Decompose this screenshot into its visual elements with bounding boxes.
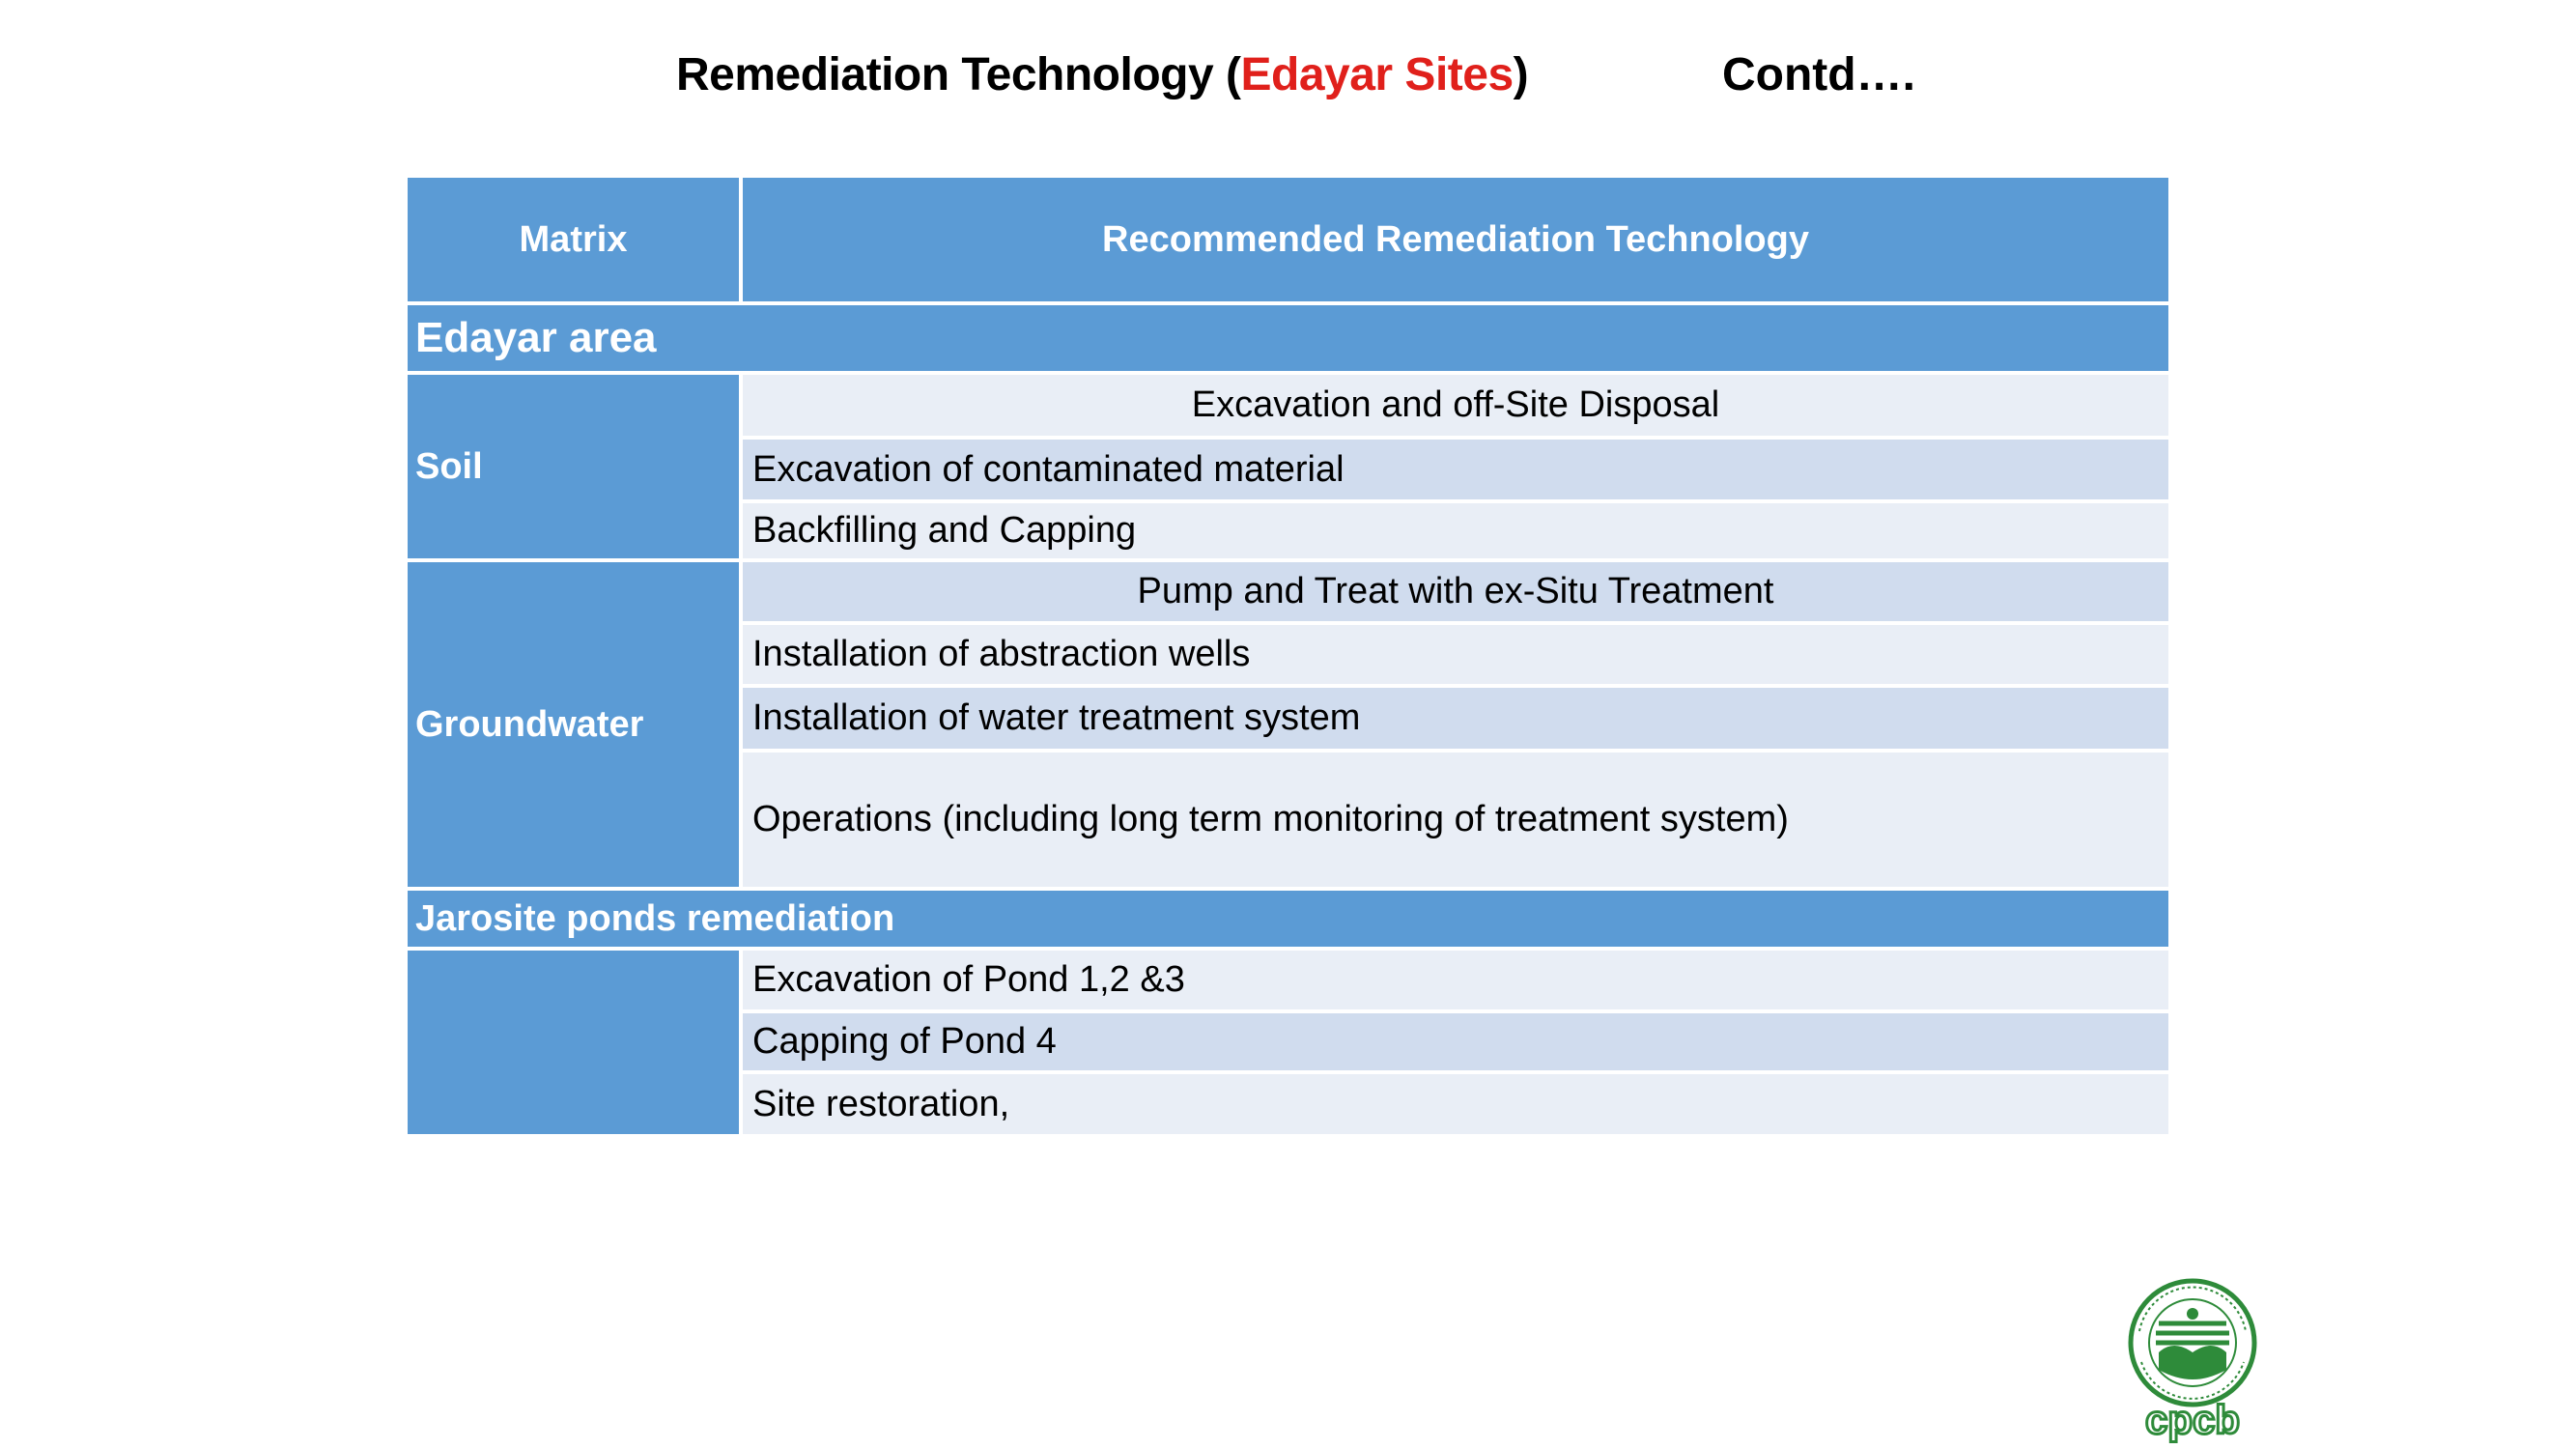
table-row: Pump and Treat with ex-Situ Treatment [743,562,2168,625]
matrix-group-groundwater [408,562,2168,891]
cpcb-wordmark: cpcb [2144,1397,2241,1442]
table-row: Capping of Pond 4 [743,1013,2168,1074]
matrix-label-jarosite [408,951,743,1134]
cpcb-logo [2120,1275,2265,1444]
table-row: Excavation and off-Site Disposal [743,375,2168,440]
matrix-group-jarosite [408,951,2168,1134]
table-row: Site restoration, [743,1074,2168,1134]
header-technology: Recommended Remediation Technology [743,178,2168,305]
table-row: Installation of water treatment system [743,688,2168,753]
title-accent: Edayar Sites [1240,49,1514,100]
table-row: Installation of abstraction wells [743,625,2168,688]
slide-title: Remediation Technology (Edayar Sites) [676,49,1529,100]
table-row: Backfilling and Capping [743,503,2168,562]
section-title-jarosite: Jarosite ponds remediation [408,891,2168,951]
remediation-table [408,178,2168,1134]
section-row [408,305,2168,375]
header-matrix: Matrix [408,178,743,305]
table-header-row [408,178,2168,305]
section-row [408,891,2168,951]
matrix-group-soil [408,375,2168,562]
table-row: Excavation of Pond 1,2 &3 [743,951,2168,1013]
table-row: Excavation of contaminated material [743,440,2168,503]
contd-label: Contd…. [1722,49,1915,100]
matrix-label-groundwater: Groundwater [408,562,743,891]
table-row: Operations (including long term monitoring of treatment system) [743,753,2168,891]
matrix-label-soil: Soil [408,375,743,562]
section-title-edayar: Edayar area [408,305,2168,375]
